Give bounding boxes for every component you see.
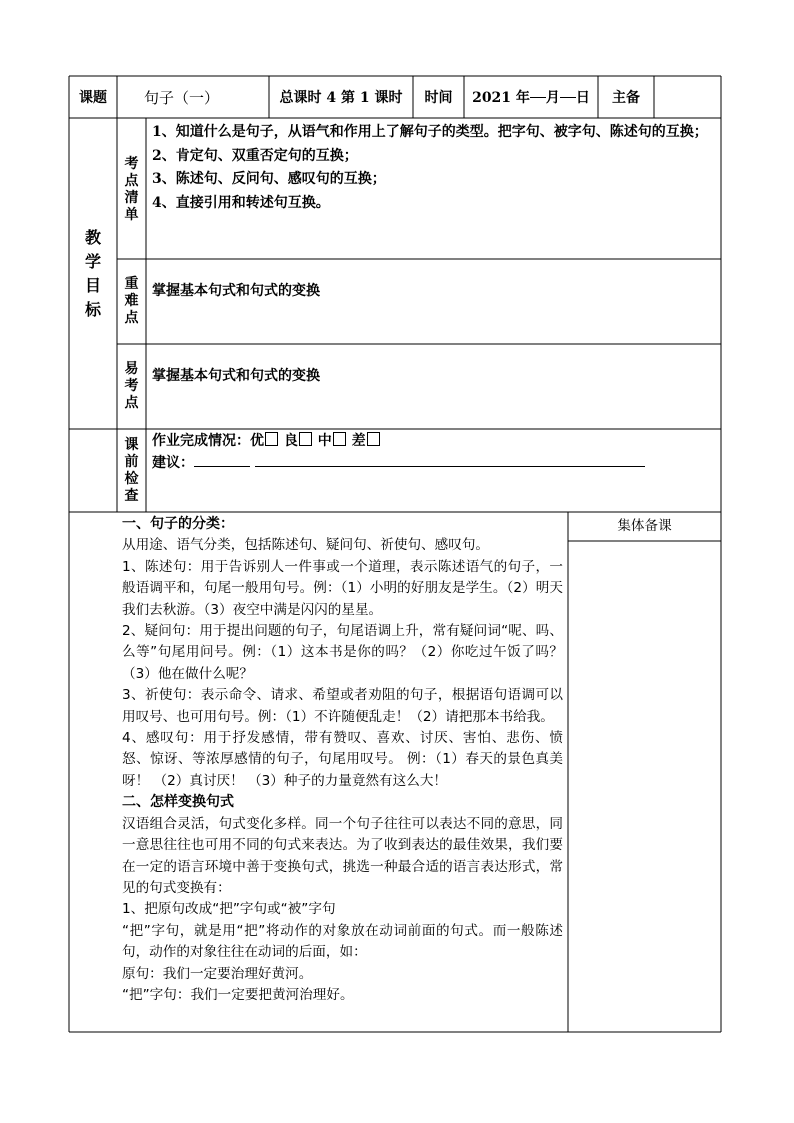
easy-test-char: 点 [124, 395, 139, 411]
key-difficult-label [117, 259, 146, 344]
date-month: 月 [545, 90, 560, 106]
section1-title: 一、句子的分类： [122, 516, 234, 532]
suggestion-blank[interactable] [194, 466, 250, 467]
objectives-label-char: 教 [84, 227, 101, 247]
lesson-info: 总课时 4 第 1 课时 [279, 90, 403, 106]
transform-paragraph: 汉语组合灵活，句式变化多样。同一个句子往往可以表达不同的意思，同一意思往往也可用不同的句式来表达。为了收到表达的最佳效果，我们要在一定的语言环境中善于变换句式，挑选一种最合适的语言表达形式，常见的句式变换有： [122, 815, 563, 896]
section1-intro: 从用途、语气分类，包括陈述句、疑问句、祈使句、感叹句。 [122, 537, 490, 554]
collective-prep-title: 集体备课 [617, 518, 672, 534]
exclamatory-paragraph: 4、感叹句：用于抒发感情，带有赞叹、喜欢、讨厌、害怕、悲伤、愤怒、惊讶、等浓厚感情的句子，句尾用叹号。 例：（1）春天的景色真美呀！ （2）真讨厌！ （3）种子的力量竟然有这么大！ [122, 730, 563, 789]
precheck-content [146, 429, 721, 512]
time-label: 时间 [424, 90, 453, 106]
date-year: 2021 年 [472, 90, 530, 106]
option-average: 中 [317, 433, 332, 449]
easy-test-text: 掌握基本句式和句式的变换 [152, 368, 320, 384]
declarative-paragraph: 1、陈述句：用于告诉别人一件事或一个道理，表示陈述语气的句子，一般语调平和，句尾一般用句号。例：（1）小明的好朋友是学生。（2）明天我们去秋游。（3）夜空中满是闪闪的星星。 [122, 558, 563, 618]
key-difficult-char: 难 [124, 293, 139, 309]
section2-title: 二、怎样变换句式 [122, 794, 234, 811]
month-blank [530, 97, 546, 98]
checklist-label [117, 118, 146, 259]
key-difficult-char: 重 [124, 276, 139, 292]
preparer-value [654, 76, 721, 118]
ba-example: “把”字句：我们一定要把黄河治理好。 [122, 986, 354, 1003]
course-label: 课题 [79, 90, 107, 106]
objectives-label-char: 标 [84, 299, 101, 319]
key-difficult-text: 掌握基本句式和句式的变换 [152, 283, 320, 299]
checklist-label-char: 清 [124, 190, 139, 206]
easy-test-char: 考 [124, 378, 139, 394]
ba-definition: “把”字句，就是用“把”将动作的对象放在动词前面的句式。而一般陈述句，动作的对象往往在动词的后面，如： [122, 922, 563, 961]
preparer-label: 主备 [612, 90, 640, 106]
checklist-label-char: 单 [124, 207, 139, 223]
option-good: 良 [283, 433, 298, 449]
checklist-item: 4、直接引用和转述句互换。 [152, 194, 330, 211]
day-blank [560, 97, 576, 98]
checkbox-good[interactable] [299, 432, 312, 446]
precheck-char: 查 [124, 487, 139, 504]
easy-test-char: 易 [124, 361, 139, 377]
suggestion-line[interactable] [255, 466, 645, 467]
precheck-char: 课 [124, 436, 139, 453]
key-difficult-char: 点 [124, 310, 139, 326]
ba-bei-heading: 1、把原句改成“把”字句或“被”字句 [122, 901, 336, 918]
precheck-label [117, 429, 146, 512]
checklist-item: 1、知道什么是句子，从语气和作用上了解句子的类型。把字句、被字句、陈述句的互换； [152, 124, 708, 140]
checklist-label-char: 考 [124, 156, 139, 172]
option-poor: 差 [351, 433, 366, 449]
suggestion-row [152, 452, 715, 474]
option-excellent: 优 [250, 433, 264, 449]
checkbox-average[interactable] [333, 432, 346, 446]
objectives-label [69, 118, 117, 429]
homework-status [152, 430, 715, 452]
checklist-label-char: 点 [124, 173, 139, 189]
checklist-item: 3、陈述句、反问句、感叹句的互换； [152, 171, 386, 187]
imperative-paragraph: 3、祈使句：表示命令、请求、希望或者劝阻的句子，根据语句语调可以用叹号、也可用句号。例：（1）不许随便乱走！（2）请把那本书给我。 [122, 687, 563, 725]
date-field [464, 76, 598, 118]
objectives-label-char: 学 [84, 251, 101, 271]
suggestion-label: 建议： [152, 455, 194, 471]
date-day: 日 [575, 90, 590, 106]
original-sentence: 原句：我们一定要治理好黄河。 [122, 965, 313, 982]
checkbox-excellent[interactable] [265, 432, 278, 446]
question-paragraph: 2、疑问句：用于提出问题的句子，句尾语调上升，常有疑问词“呢、吗、么等”句尾用问号。例：（1）这本书是你的吗？（2）你吃过午饭了吗？（3）他在做什么呢？ [122, 623, 563, 682]
easy-test-label [117, 344, 146, 429]
checkbox-poor[interactable] [367, 432, 380, 446]
precheck-char: 检 [124, 470, 139, 487]
precheck-char: 前 [124, 453, 139, 470]
course-title: 句子（一） [144, 88, 220, 107]
objectives-label-char: 目 [84, 275, 101, 295]
checklist-content [146, 118, 721, 259]
checklist-item: 2、肯定句、双重否定句的互换； [152, 147, 358, 164]
homework-label: 作业完成情况： [152, 433, 250, 449]
lesson-content [117, 512, 568, 1032]
